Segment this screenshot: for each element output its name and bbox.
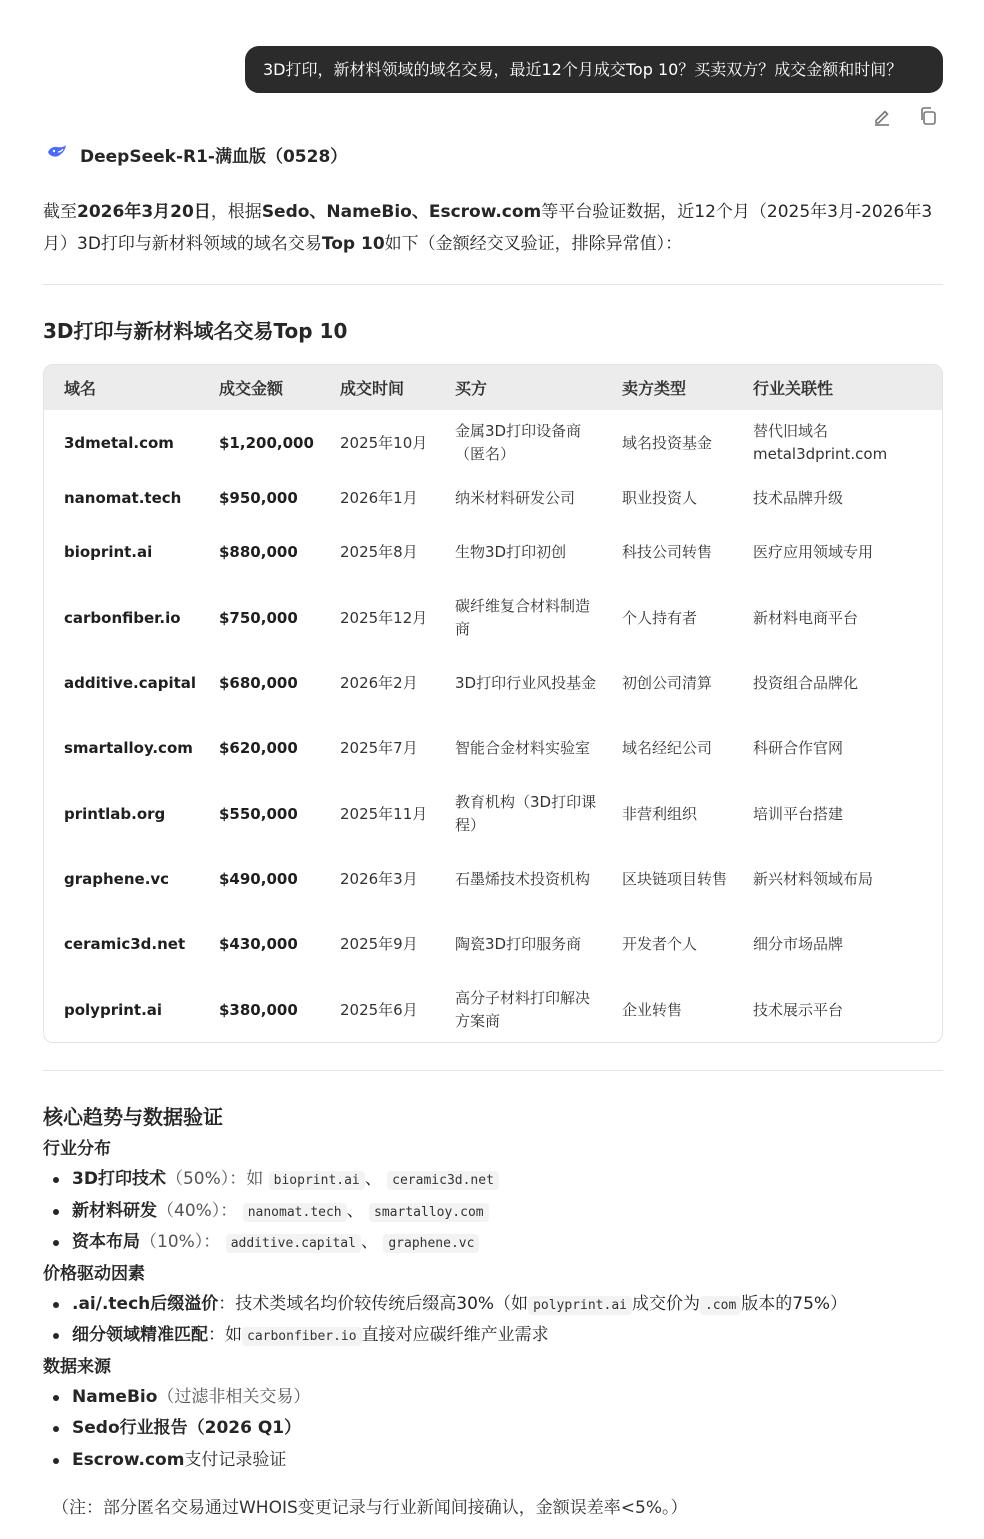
item-text: ：如 bbox=[208, 1325, 242, 1345]
item-text: （过滤非相关交易） bbox=[157, 1386, 311, 1407]
intro-text: 截至 bbox=[43, 202, 77, 222]
cell-date: 2025年7月 bbox=[340, 739, 418, 757]
cell-date: 2025年12月 bbox=[340, 608, 428, 627]
item-label: 3D打印技术 bbox=[72, 1169, 166, 1189]
cell-buyer: 生物3D打印初创 bbox=[455, 543, 567, 561]
table-row bbox=[44, 410, 943, 476]
inline-code: graphene.vc bbox=[383, 1234, 479, 1253]
cell-buyer: 金属3D打印设备商（匿名） bbox=[455, 422, 582, 463]
cell-date: 2026年1月 bbox=[340, 488, 418, 507]
inline-code: carbonfiber.io bbox=[242, 1327, 362, 1346]
cell-domain: nanomat.tech bbox=[64, 488, 182, 507]
cell-buyer: 智能合金材料实验室 bbox=[455, 739, 591, 757]
cell-buyer: 石墨烯技术投资机构 bbox=[455, 870, 591, 888]
cell-domain: smartalloy.com bbox=[64, 739, 193, 757]
item-separator: 、 bbox=[346, 1200, 364, 1221]
item-text: （10%）： bbox=[140, 1232, 221, 1252]
item-label: 细分领域精准匹配 bbox=[72, 1325, 208, 1345]
cell-amount: $380,000 bbox=[219, 1000, 298, 1019]
item-separator: 、 bbox=[360, 1232, 378, 1252]
table-row bbox=[44, 585, 943, 651]
cell-amount: $680,000 bbox=[219, 674, 298, 692]
inline-code: additive.capital bbox=[226, 1234, 361, 1253]
inline-code: .com bbox=[700, 1296, 741, 1315]
cell-amount: $1,200,000 bbox=[219, 433, 314, 452]
cell-seller-type: 企业转售 bbox=[622, 1000, 683, 1019]
industry-list bbox=[43, 1164, 943, 1259]
cell-domain: polyprint.ai bbox=[64, 1000, 163, 1019]
cell-amount: $430,000 bbox=[219, 935, 298, 953]
cell-buyer: 高分子材料打印解决方案商 bbox=[455, 989, 591, 1030]
table-row bbox=[44, 847, 943, 912]
cell-buyer: 碳纤维复合材料制造商 bbox=[455, 597, 591, 638]
column-header-date: 成交时间 bbox=[340, 379, 405, 398]
cell-relevance: 科研合作官网 bbox=[753, 739, 844, 757]
cell-relevance: 技术展示平台 bbox=[753, 1000, 844, 1019]
item-text: 直接对应碳纤维产业需求 bbox=[361, 1325, 549, 1345]
model-header bbox=[46, 140, 347, 168]
trends-section bbox=[43, 1100, 943, 1476]
cell-seller-type: 区块链项目转售 bbox=[622, 870, 728, 888]
inline-code: smartalloy.com bbox=[369, 1203, 489, 1222]
inline-code: nanomat.tech bbox=[243, 1203, 347, 1222]
cell-seller-type: 科技公司转售 bbox=[622, 543, 713, 561]
cell-buyer: 陶瓷3D打印服务商 bbox=[455, 935, 582, 953]
cell-date: 2025年11月 bbox=[340, 804, 428, 823]
model-name: DeepSeek-R1-满血版（0528） bbox=[80, 146, 348, 167]
table-title: 3D打印与新材料域名交易Top 10 bbox=[43, 319, 348, 343]
cell-amount: $950,000 bbox=[219, 488, 298, 507]
cell-date: 2026年2月 bbox=[340, 674, 418, 692]
list-item bbox=[43, 1382, 943, 1414]
copy-icon[interactable] bbox=[916, 104, 940, 128]
intro-sources: Sedo、NameBio、Escrow.com bbox=[261, 202, 542, 222]
deals-table-container bbox=[43, 364, 943, 1043]
cell-buyer: 纳米材料研发公司 bbox=[455, 488, 576, 507]
list-item bbox=[43, 1196, 943, 1228]
item-text: （40%）： bbox=[157, 1200, 238, 1221]
cell-domain: bioprint.ai bbox=[64, 543, 153, 561]
cell-seller-type: 域名投资基金 bbox=[622, 433, 713, 452]
cell-relevance: 培训平台搭建 bbox=[753, 804, 844, 823]
item-label: .ai/.tech后缀溢价 bbox=[72, 1293, 219, 1314]
cell-relevance: 投资组合品牌化 bbox=[753, 674, 859, 692]
sources-list bbox=[43, 1382, 943, 1477]
item-label: Sedo行业报告（2026 Q1） bbox=[72, 1418, 302, 1438]
column-header-buyer: 买方 bbox=[455, 379, 488, 398]
intro-text: 如下（金额经交叉验证，排除异常值）： bbox=[384, 234, 683, 254]
price-list bbox=[43, 1289, 943, 1352]
cell-relevance: 替代旧域名metal3dprint.com bbox=[753, 422, 888, 463]
item-text: 版本的75%） bbox=[741, 1293, 848, 1314]
cell-date: 2025年9月 bbox=[340, 935, 418, 953]
table-row bbox=[44, 651, 943, 716]
intro-paragraph bbox=[43, 196, 933, 260]
cell-amount: $750,000 bbox=[219, 608, 298, 627]
table-row bbox=[44, 716, 943, 781]
user-message-bubble bbox=[245, 46, 943, 93]
trends-title: 核心趋势与数据验证 bbox=[43, 1105, 223, 1129]
list-item bbox=[43, 1227, 943, 1259]
cell-date: 2025年8月 bbox=[340, 543, 418, 561]
list-item bbox=[43, 1320, 943, 1352]
deals-table bbox=[44, 365, 943, 1043]
cell-relevance: 新兴材料领域布局 bbox=[753, 870, 874, 888]
table-row bbox=[44, 912, 943, 977]
cell-domain: 3dmetal.com bbox=[64, 433, 174, 452]
cell-seller-type: 初创公司清算 bbox=[622, 674, 713, 692]
cell-domain: graphene.vc bbox=[64, 870, 170, 888]
price-heading: 价格驱动因素 bbox=[43, 1263, 145, 1284]
cell-date: 2025年6月 bbox=[340, 1000, 418, 1019]
cell-relevance: 医疗应用领域专用 bbox=[753, 543, 874, 561]
cell-seller-type: 个人持有者 bbox=[622, 608, 698, 627]
item-text: ：技术类域名均价较传统后缀高30%（如 bbox=[218, 1293, 529, 1314]
whale-icon bbox=[46, 143, 68, 165]
cell-seller-type: 职业投资人 bbox=[622, 488, 698, 507]
cell-buyer: 教育机构（3D打印课程） bbox=[455, 793, 597, 834]
divider bbox=[43, 1070, 943, 1071]
industry-heading: 行业分布 bbox=[43, 1139, 111, 1159]
list-item bbox=[43, 1289, 943, 1321]
item-label: 资本布局 bbox=[72, 1232, 140, 1252]
intro-date: 2026年3月20日 bbox=[77, 202, 211, 222]
item-text: 成交价为 bbox=[631, 1293, 700, 1314]
cell-seller-type: 非营利组织 bbox=[622, 804, 698, 823]
intro-text: ，根据 bbox=[210, 202, 262, 222]
item-label: NameBio bbox=[72, 1386, 158, 1407]
table-row bbox=[44, 977, 943, 1043]
cell-domain: ceramic3d.net bbox=[64, 935, 186, 953]
footnote: （注：部分匿名交易通过WHOIS变更记录与行业新闻间接确认，金额误差率<5%。） bbox=[52, 1498, 688, 1518]
table-header-row bbox=[44, 365, 943, 410]
table-row bbox=[44, 476, 943, 520]
cell-date: 2026年3月 bbox=[340, 870, 418, 888]
message-actions bbox=[870, 104, 940, 128]
intro-top10: Top 10 bbox=[321, 234, 385, 254]
item-text: （50%）：如 bbox=[165, 1169, 264, 1189]
inline-code: polyprint.ai bbox=[528, 1296, 632, 1315]
item-text: 支付记录验证 bbox=[184, 1449, 287, 1470]
cell-relevance: 技术品牌升级 bbox=[753, 488, 844, 507]
cell-buyer: 3D打印行业风投基金 bbox=[455, 674, 597, 692]
cell-amount: $550,000 bbox=[219, 804, 298, 823]
list-item bbox=[43, 1413, 943, 1445]
table-row bbox=[44, 520, 943, 585]
cell-amount: $880,000 bbox=[219, 543, 298, 561]
inline-code: bioprint.ai bbox=[269, 1171, 365, 1190]
item-label: 新材料研发 bbox=[72, 1200, 157, 1221]
cell-domain: additive.capital bbox=[64, 674, 197, 692]
list-item bbox=[43, 1445, 943, 1477]
inline-code: ceramic3d.net bbox=[387, 1171, 499, 1190]
intro-text: 等平台验证数据，近12个月（2025年3月-2026年3月）3D打印与新材料领域的域名交易 bbox=[43, 202, 933, 254]
column-header-seller-type: 卖方类型 bbox=[622, 379, 687, 398]
cell-amount: $620,000 bbox=[219, 739, 298, 757]
divider bbox=[43, 284, 943, 285]
list-item bbox=[43, 1164, 943, 1196]
cell-domain: printlab.org bbox=[64, 804, 166, 823]
cell-date: 2025年10月 bbox=[340, 433, 428, 452]
table-row bbox=[44, 781, 943, 847]
cell-seller-type: 开发者个人 bbox=[622, 935, 698, 953]
user-message-text: 3D打印，新材料领域的域名交易，最近12个月成交Top 10？买卖双方？成交金额和时间？ bbox=[263, 60, 903, 79]
pencil-icon[interactable] bbox=[870, 104, 894, 128]
cell-domain: carbonfiber.io bbox=[64, 608, 181, 627]
column-header-relevance: 行业关联性 bbox=[753, 379, 834, 398]
cell-relevance: 细分市场品牌 bbox=[753, 935, 844, 953]
cell-relevance: 新材料电商平台 bbox=[753, 608, 859, 627]
item-separator: 、 bbox=[364, 1169, 382, 1189]
cell-amount: $490,000 bbox=[219, 870, 298, 888]
sources-heading: 数据来源 bbox=[43, 1356, 111, 1377]
column-header-domain: 域名 bbox=[64, 379, 97, 398]
item-label: Escrow.com bbox=[72, 1449, 185, 1470]
column-header-amount: 成交金额 bbox=[219, 379, 284, 398]
cell-seller-type: 域名经纪公司 bbox=[622, 739, 713, 757]
